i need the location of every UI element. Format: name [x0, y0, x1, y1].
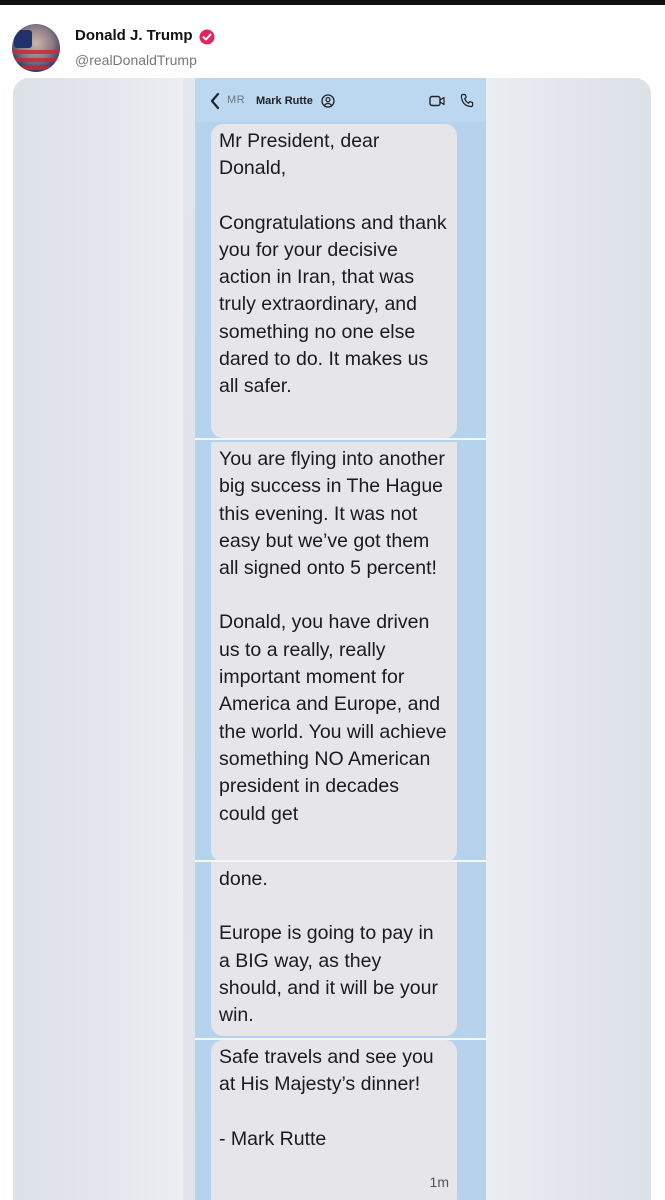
display-name[interactable]: Donald J. Trump	[75, 27, 193, 44]
media-blur-background	[13, 78, 183, 1200]
chat-header	[195, 78, 486, 122]
chat-screenshot	[195, 78, 486, 1200]
flag-stripe	[12, 58, 60, 62]
avatar[interactable]	[12, 24, 60, 72]
message-text: Europe is going to pay in a BIG way, as they should, and it will be your win.	[219, 922, 438, 1027]
message-bubble	[211, 442, 457, 862]
flag-stripe	[12, 50, 60, 54]
message-text: You are flying into another big success in The Hague this evening. It was not easy but we’ve got them all signed onto 5 percent!	[219, 448, 445, 580]
message-bubble	[211, 862, 457, 1036]
message-text: done.	[219, 868, 268, 890]
video-call-icon	[429, 95, 445, 107]
message-text: Donald, you have driven us to a really, really important moment for America and Europe, and the world. You will achieve something NO American president in decades could get	[219, 611, 447, 825]
message-bubble	[211, 124, 457, 438]
phone-call-icon	[460, 93, 474, 108]
post-media[interactable]	[13, 78, 651, 1200]
message-text: Safe travels and see you at His Majesty’s dinner!	[219, 1046, 434, 1096]
message-text: Congratulations and thank you for your decisive action in Iran, that was truly extraordinary, and something no one else dared to do. It makes us all safer.	[219, 211, 447, 398]
media-blur-background	[481, 78, 651, 1200]
verified-badge-icon	[199, 29, 215, 45]
back-chevron-icon	[209, 92, 221, 110]
message-timestamp: 1m	[429, 1173, 449, 1190]
flag-canton	[14, 30, 32, 48]
contact-initials: MR	[227, 94, 246, 106]
message-bubble	[211, 1040, 457, 1200]
top-border	[0, 0, 665, 5]
message-text: Mr President, dear Donald,	[219, 130, 380, 180]
flag-stripe	[12, 66, 60, 70]
contact-person-icon	[321, 94, 335, 108]
user-handle[interactable]: @realDonaldTrump	[75, 52, 197, 68]
contact-name: Mark Rutte	[256, 95, 313, 107]
message-signature: - Mark Rutte	[219, 1127, 327, 1150]
screenshot-seam	[195, 438, 486, 440]
